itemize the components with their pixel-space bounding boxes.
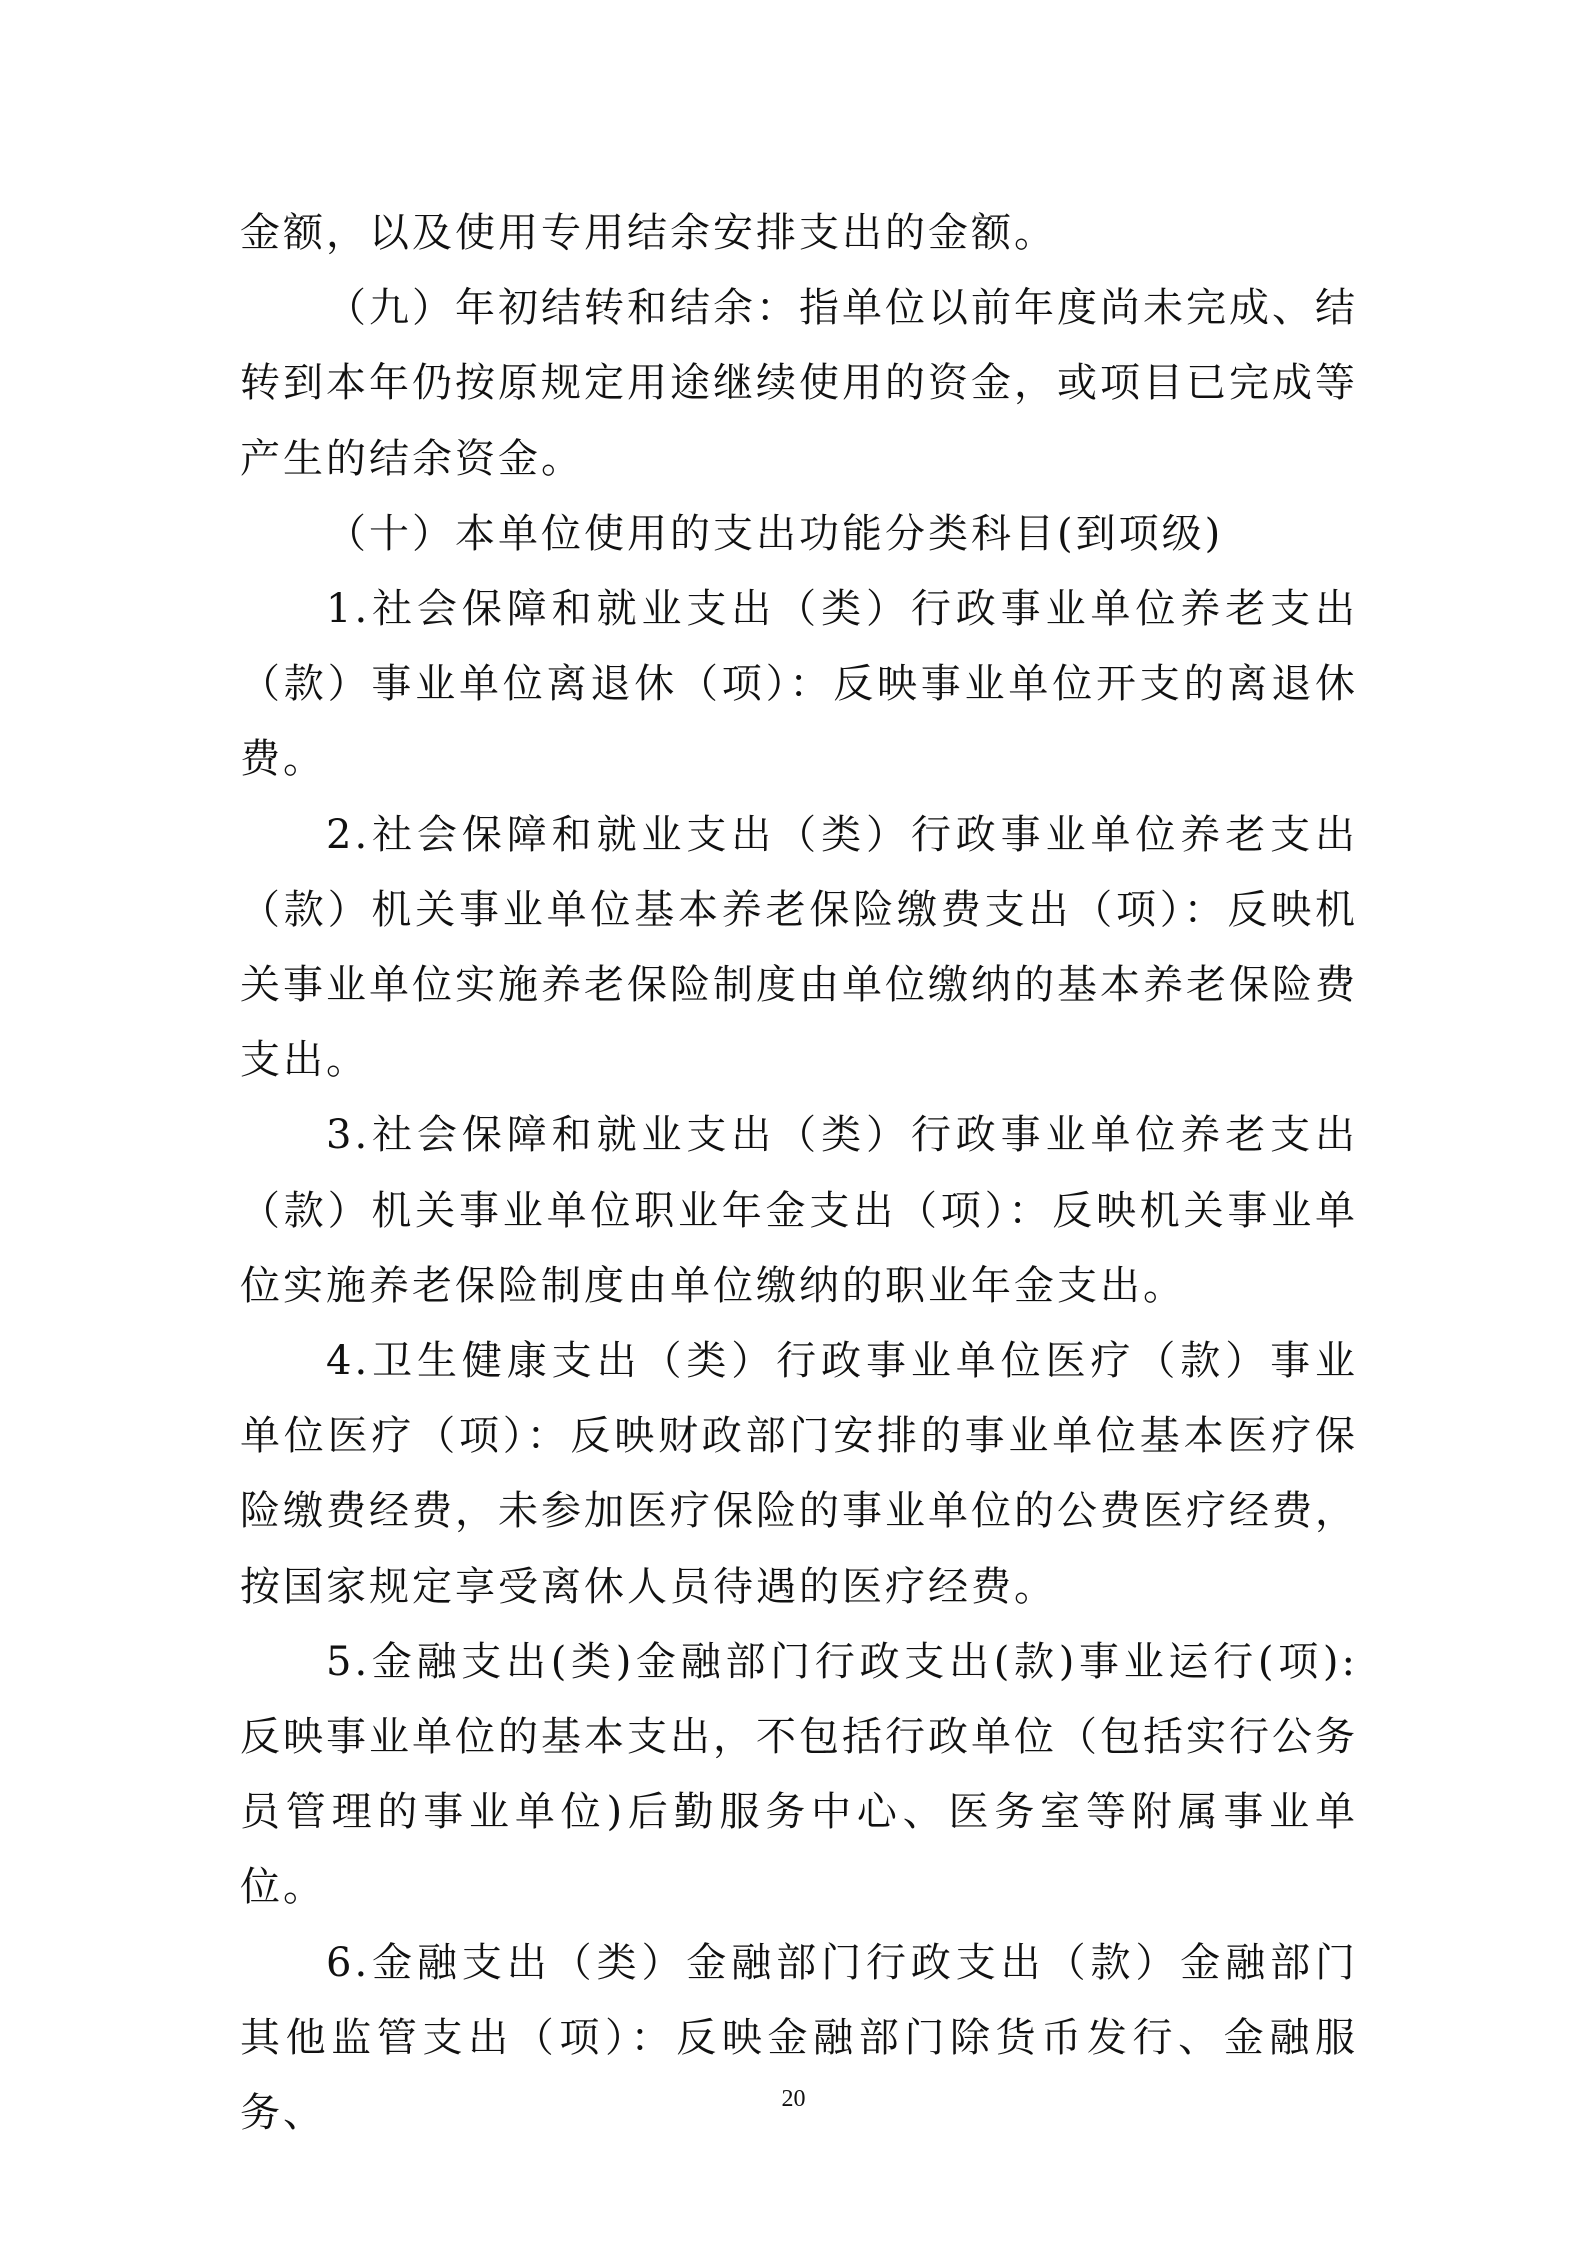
paragraph-9-carryover: （九）年初结转和结余：指单位以前年度尚未完成、结转到本年仍按原规定用途继续使用的资金，或项目已完成等产生的结余资金。 bbox=[240, 285, 1358, 482]
paragraph-item-4: 4.卫生健康支出（类）行政事业单位医疗（款）事业单位医疗（项）：反映财政部门安排的事业单位基本医疗保险缴费经费，未参加医疗保险的事业单位的公费医疗经费，按国家规定享受离休人员待遇的医疗经费。 bbox=[240, 1338, 1358, 1610]
paragraph-item-3: 3.社会保障和就业支出（类）行政事业单位养老支出（款）机关事业单位职业年金支出（项）：反映机关事业单位实施养老保险制度由单位缴纳的职业年金支出。 bbox=[240, 1112, 1358, 1309]
paragraph-item-5: 5.金融支出(类)金融部门行政支出(款)事业运行(项):反映事业单位的基本支出，不包括行政单位（包括实行公务员管理的事业单位)后勤服务中心、医务室等附属事业单位。 bbox=[240, 1638, 1358, 1911]
paragraph-item-1: 1.社会保障和就业支出（类）行政事业单位养老支出（款）事业单位离退休（项）：反映事业单位开支的离退休费。 bbox=[240, 586, 1358, 783]
paragraph-item-2: 2.社会保障和就业支出（类）行政事业单位养老支出（款）机关事业单位基本养老保险缴费支出（项）：反映机关事业单位实施养老保险制度由单位缴纳的基本养老保险费支出。 bbox=[240, 811, 1358, 1084]
body-text bbox=[240, 196, 1358, 2151]
paragraph-item-6: 6.金融支出（类）金融部门行政支出（款）金融部门其他监管支出（项）：反映金融部门除货币发行、金融服务、 bbox=[240, 1939, 1358, 2137]
paragraph-10-heading: （十）本单位使用的支出功能分类科目(到项级) bbox=[326, 510, 1224, 557]
page-number: 20 bbox=[781, 2086, 806, 2112]
paragraph-continued-amount: 金额，以及使用专用结余安排支出的金额。 bbox=[240, 210, 1057, 256]
